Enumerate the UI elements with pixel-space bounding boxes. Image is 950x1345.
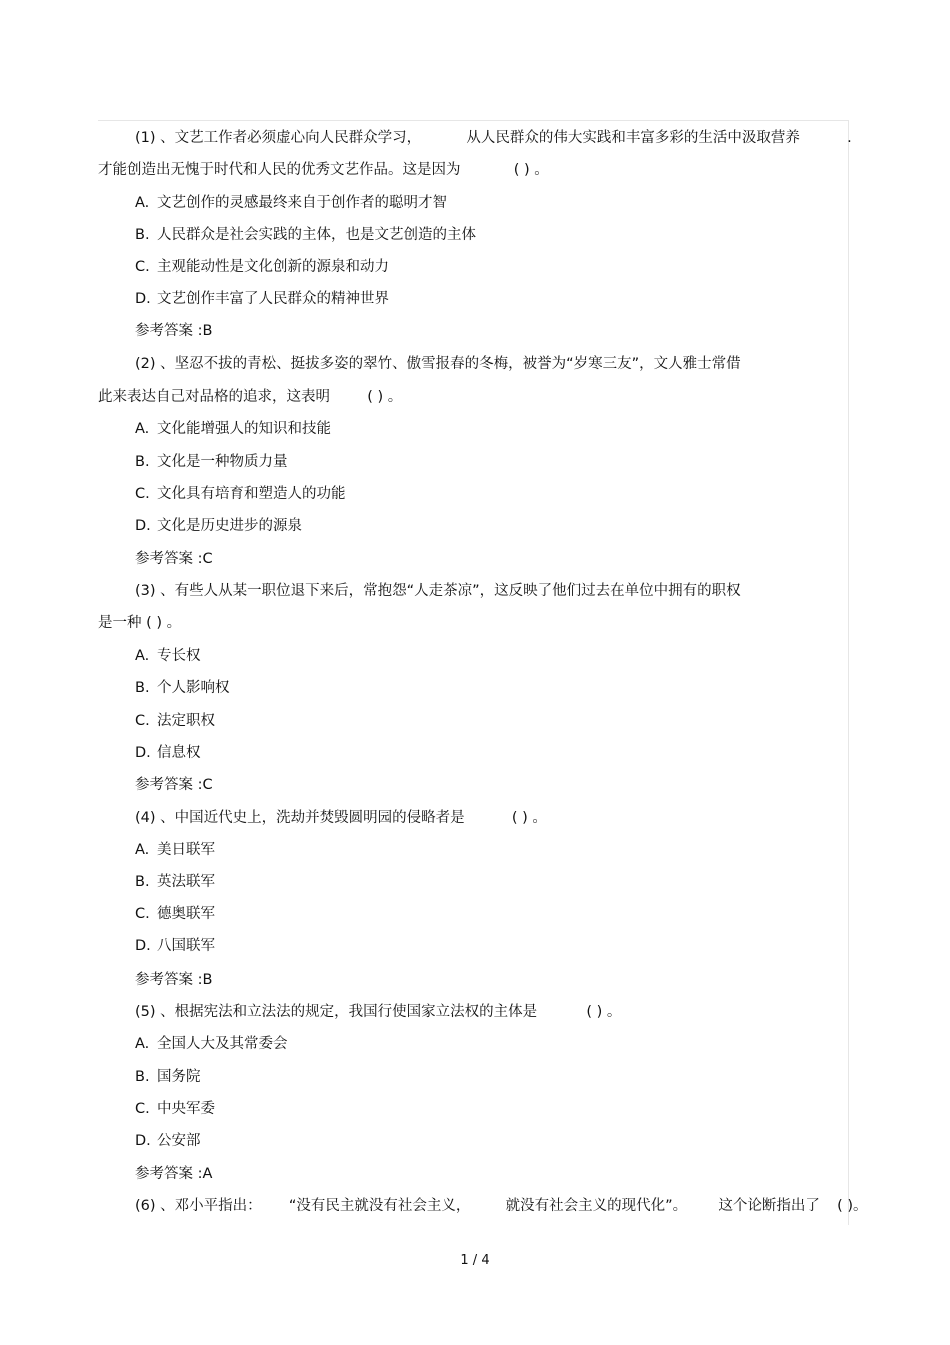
question-5-answer: 参考答案 :A xyxy=(135,1166,213,1182)
option-letter: C. xyxy=(135,486,150,502)
option-text: 个人影响权 xyxy=(157,680,230,696)
option-text: 主观能动性是文化创新的源泉和动力 xyxy=(157,259,389,275)
option-text: 人民群众是社会实践的主体，也是文艺创造的主体 xyxy=(157,227,476,243)
option-text: 法定职权 xyxy=(157,713,215,729)
option-letter: A. xyxy=(135,1036,150,1052)
option-text: 专长权 xyxy=(157,648,201,664)
option-text: 全国人大及其常委会 xyxy=(157,1036,288,1052)
question-5-option-d xyxy=(135,1131,201,1151)
option-text: 文化是历史进步的源泉 xyxy=(157,518,302,534)
question-6-blank: ( )。 xyxy=(837,1198,868,1214)
question-5-option-a xyxy=(135,1034,288,1054)
option-text: 中央军委 xyxy=(157,1101,215,1117)
option-letter: B. xyxy=(135,680,150,696)
option-text: 美日联军 xyxy=(157,842,215,858)
question-5-text: (5) 、根据宪法和立法法的规定，我国行使国家立法权的主体是 xyxy=(135,1004,538,1020)
question-6-text-b: 这个论断指出了 xyxy=(718,1198,820,1214)
question-1-answer: 参考答案 :B xyxy=(135,323,213,339)
option-letter: C. xyxy=(135,713,150,729)
question-3-option-d xyxy=(135,743,201,763)
option-text: 文化具有培育和塑造人的功能 xyxy=(157,486,346,502)
question-1-text-d: 才能创造出无愧于时代和人民的优秀文艺作品。这是因为 xyxy=(98,162,461,178)
option-text: 德奥联军 xyxy=(157,906,215,922)
question-4-answer: 参考答案 :B xyxy=(135,972,213,988)
option-letter: B. xyxy=(135,874,150,890)
option-text: 信息权 xyxy=(157,745,201,761)
question-1-option-d xyxy=(135,289,389,309)
question-1-line-1 xyxy=(135,128,852,148)
question-2-option-d xyxy=(135,516,302,536)
option-letter: D. xyxy=(135,938,151,954)
question-4-text: (4) 、中国近代史上，洗劫并焚毁圆明园的侵略者是 xyxy=(135,810,465,826)
question-2-option-a xyxy=(135,419,331,439)
option-letter: D. xyxy=(135,1133,151,1149)
option-text: 文艺创作丰富了人民群众的精神世界 xyxy=(157,291,389,307)
question-1-option-c xyxy=(135,257,389,277)
question-3-option-a xyxy=(135,646,201,666)
option-text: 文化能增强人的知识和技能 xyxy=(157,421,331,437)
question-2-blank: ( ) 。 xyxy=(367,389,403,405)
question-3-line-1: (3) 、有些人从某一职位退下来后，常抱怨“人走茶凉”，这反映了他们过去在单位中拥有的职权 xyxy=(135,583,741,599)
question-1-option-a xyxy=(135,193,447,213)
question-5-blank: ( ) 。 xyxy=(586,1004,622,1020)
question-1-text-a: (1) 、文艺工作者必须虚心向人民群众学习， xyxy=(135,130,422,146)
option-text: 文化是一种物质力量 xyxy=(157,454,288,470)
question-1-option-b xyxy=(135,225,476,245)
option-letter: D. xyxy=(135,518,151,534)
question-2-line-2 xyxy=(98,387,402,407)
question-4-option-b xyxy=(135,872,215,892)
question-5-option-c xyxy=(135,1099,215,1119)
question-1-text-c: . xyxy=(847,130,852,146)
option-letter: C. xyxy=(135,906,150,922)
question-4-option-d xyxy=(135,936,215,956)
option-letter: C. xyxy=(135,259,150,275)
question-3-option-b xyxy=(135,678,230,698)
question-1-line-2 xyxy=(98,160,549,180)
question-2-option-c xyxy=(135,484,346,504)
option-letter: D. xyxy=(135,291,151,307)
question-4-line-1 xyxy=(135,808,547,828)
option-text: 八国联军 xyxy=(157,938,215,954)
option-letter: C. xyxy=(135,1101,150,1117)
option-letter: A. xyxy=(135,195,150,211)
question-6-text-a: (6) 、邓小平指出： xyxy=(135,1198,262,1214)
option-text: 公安部 xyxy=(157,1133,201,1149)
question-1-text-b: 从人民群众的伟大实践和丰富多彩的生活中汲取营养 xyxy=(466,130,800,146)
question-2-text: 此来表达自己对品格的追求，这表明 xyxy=(98,389,330,405)
question-3-answer: 参考答案 :C xyxy=(135,777,213,793)
option-letter: A. xyxy=(135,648,150,664)
question-2-line-1: (2) 、坚忍不拔的青松、挺拔多姿的翠竹、傲雪报春的冬梅，被誉为“岁寒三友”，文人雅士常借 xyxy=(135,356,741,372)
question-1-blank: ( ) 。 xyxy=(513,162,549,178)
question-4-blank: ( ) 。 xyxy=(511,810,547,826)
question-2-answer: 参考答案 :C xyxy=(135,551,213,567)
option-letter: A. xyxy=(135,421,150,437)
question-5-option-b xyxy=(135,1067,201,1087)
option-text: 国务院 xyxy=(157,1069,201,1085)
question-5-line-1 xyxy=(135,1002,621,1022)
option-text: 文艺创作的灵感最终来自于创作者的聪明才智 xyxy=(157,195,447,211)
question-4-option-c xyxy=(135,904,215,924)
question-2-option-b xyxy=(135,452,288,472)
option-letter: D. xyxy=(135,745,151,761)
option-letter: B. xyxy=(135,1069,150,1085)
question-6-line-1 xyxy=(135,1196,868,1216)
option-letter: B. xyxy=(135,454,150,470)
question-4-option-a xyxy=(135,840,215,860)
page-number: 1 / 4 xyxy=(460,1253,490,1268)
question-3-option-c xyxy=(135,711,215,731)
option-letter: B. xyxy=(135,227,150,243)
option-letter: A. xyxy=(135,842,150,858)
question-6-quote-b: 就没有社会主义的现代化”。 xyxy=(505,1198,688,1214)
option-text: 英法联军 xyxy=(157,874,215,890)
question-6-quote-a: “没有民主就没有社会主义， xyxy=(288,1198,471,1214)
question-3-line-2: 是一种 ( ) 。 xyxy=(98,615,182,631)
